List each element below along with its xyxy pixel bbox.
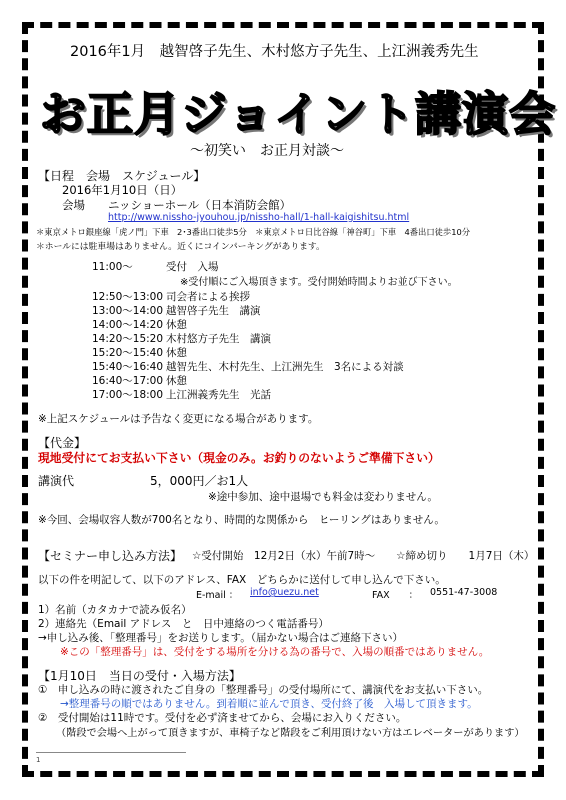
venue-url-link[interactable]: http://www.nissho-jyouhou.jp/nissho-hall/1-hall-kaigishitsu.html: [108, 212, 410, 223]
apply-period: ☆受付開始 12月2日（水）午前7時～ ☆締め切り 1月7日（木）: [192, 550, 535, 562]
schedule-desc: 司会者による挨拶: [166, 291, 250, 303]
schedule-time: 14:20～15:20: [92, 333, 164, 345]
event-subtitle: ～初笑い お正月対談～: [190, 143, 344, 159]
entry-line-1: ① 申し込みの時に渡されたご自身の「整理番号」の受付場所にて、講演代をお支払い下さい。: [38, 684, 489, 696]
email-link[interactable]: info@uezu.net: [250, 587, 319, 598]
entry-line-2: →整理番号の順ではありません。到着順に並んで頂き、受付終了後 入場して頂きます。: [60, 698, 478, 710]
schedule-desc: 休憩: [166, 375, 187, 387]
fee-note-2: ※今回、会場収容人数が700名となり、時間的な関係から ヒーリングはありません。: [38, 514, 445, 526]
schedule-desc: ※受付順にご入場頂きます。受付開始時間よりお並び下さい。: [180, 277, 458, 288]
fee-note-1: ※途中参加、途中退場でも料金は変わりません。: [208, 491, 438, 503]
schedule-desc: 休憩: [166, 319, 187, 331]
apply-item-1: 1）名前（カタカナで読み仮名）: [38, 604, 192, 616]
event-date: 2016年1月10日（日）: [62, 183, 183, 197]
schedule-desc: 越智啓子先生 講演: [166, 305, 261, 317]
fax-label: FAX ：: [372, 590, 419, 601]
number-warning: ※この「整理番号」は、受付をする場所を分ける為の番号で、入場の順番ではありません。: [60, 646, 490, 658]
schedule-time: 14:00～14:20: [92, 319, 164, 331]
fee-amount: 5，000円／お1人: [150, 474, 249, 488]
access-note-1: ＊東京メトロ銀座線「虎ノ門」下車 2･3番出口徒歩5分 ＊東京メトロ日比谷線「神谷町」下車 4番出口徒歩10分: [36, 227, 471, 237]
schedule-time: 12:50～13:00: [92, 291, 164, 303]
venue: 会場 ニッショーホール（日本消防会館）: [62, 198, 292, 212]
fax-number: 0551-47-3008: [430, 587, 498, 598]
schedule-desc: 上江洲義秀先生 光話: [166, 389, 271, 401]
schedule-time: 16:40～17:00: [92, 375, 164, 387]
schedule-desc: 休憩: [166, 347, 187, 359]
schedule-time: 15:20～15:40: [92, 347, 164, 359]
access-note-2: ＊ホールには駐車場はありません。近くにコインパーキングがあります。: [36, 242, 325, 252]
schedule-desc: 越智先生、木村先生、上江洲先生 3名による対談: [166, 361, 404, 373]
schedule-heading: 【日程 会場 スケジュール】: [38, 169, 206, 183]
event-title: お正月ジョイント講演会: [40, 87, 557, 141]
apply-heading: 【セミナー申し込み方法】: [38, 549, 183, 563]
fee-label: 講演代: [38, 474, 75, 488]
entry-heading: 【1月10日 当日の受付・入場方法】: [38, 669, 241, 683]
schedule-time: 13:00～14:00: [92, 305, 164, 317]
schedule-desc: 木村悠方子先生 講演: [166, 333, 271, 345]
schedule-time: 17:00～18:00: [92, 389, 164, 401]
schedule-time: 11:00～: [92, 261, 133, 273]
email-label: E-mail ：: [196, 590, 239, 601]
fee-heading: 【代金】: [38, 436, 87, 450]
entry-line-3: ② 受付開始は11時です。受付を必ず済ませてから、会場にお入りください。: [38, 712, 407, 724]
apply-item-2: 2）連絡先（Email アドレス と 日中連絡のつく電話番号）: [38, 618, 329, 630]
schedule-note: ※上記スケジュールは予告なく変更になる場合があります。: [38, 413, 319, 425]
schedule-time: 15:40～16:40: [92, 361, 164, 373]
entry-line-4: （階段で会場へ上がって頂きますが、車椅子など階段をご利用頂けない方はエレベーターがあります）: [56, 728, 525, 739]
apply-intro: 以下の件を明記して、以下のアドレス、FAX どちらかに送付して申し込んで下さい。: [38, 574, 446, 586]
speakers-line: 2016年1月 越智啓子先生、木村悠方子先生、上江洲義秀先生: [70, 44, 479, 60]
payment-instruction: 現地受付にてお支払い下さい（現金のみ。お釣りのないようご準備下さい）: [38, 451, 440, 465]
apply-item-3: →申し込み後、「整理番号」をお送りします。（届かない場合はご連絡下さい）: [38, 632, 403, 644]
schedule-desc: 受付 入場: [166, 261, 219, 273]
page-number: 1: [36, 756, 41, 764]
footnote-divider: [36, 752, 186, 753]
